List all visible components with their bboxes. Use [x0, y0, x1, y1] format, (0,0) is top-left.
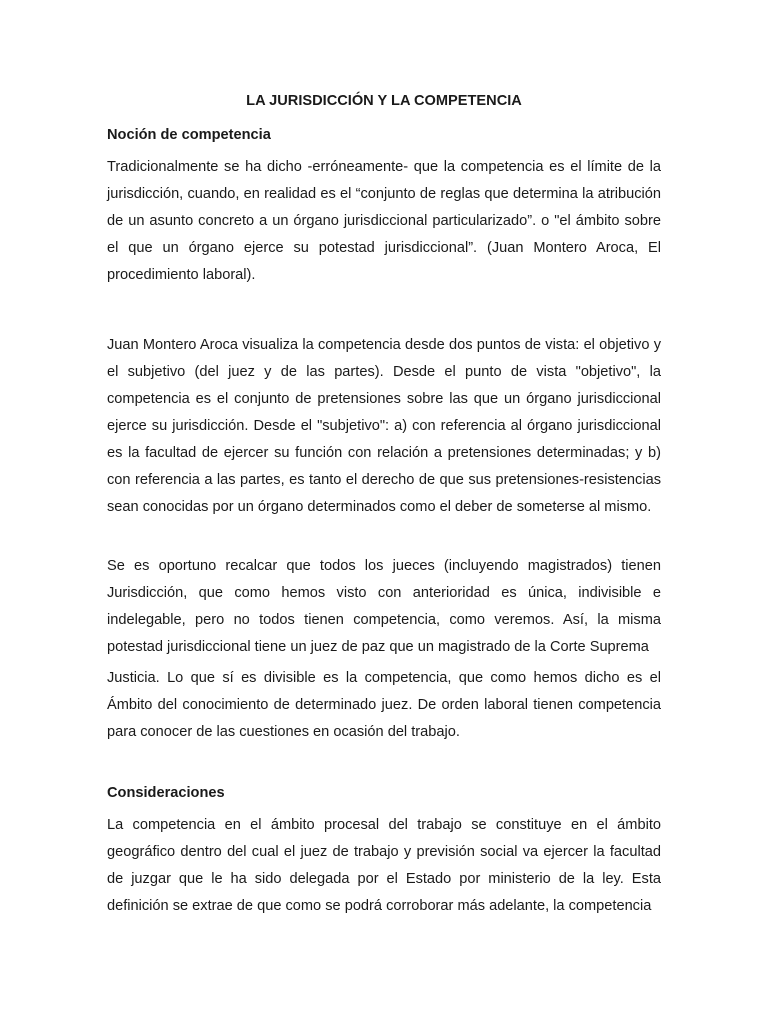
paragraph-5: La competencia en el ámbito procesal del trabajo se constituye en el ámbito geográfico dentro del cual el juez de trabajo y previsión social va ejercer la facultad de juzgar que le ha sido delegada por el Estado por ministerio de la ley. Esta definición se extrae de que como se podrá corroborar más adelante, la competencia [107, 817, 661, 914]
document-title: LA JURISDICCIÓN Y LA COMPETENCIA [246, 93, 522, 109]
section-heading-consideraciones: Consideraciones [107, 785, 225, 801]
paragraph-4: Justicia. Lo que sí es divisible es la competencia, que como hemos dicho es el Ámbito del conocimiento de determinado juez. De orden laboral tienen competencia para conocer de las cuestiones en ocasión del trabajo. [107, 670, 661, 740]
paragraph-3: Se es oportuno recalcar que todos los jueces (incluyendo magistrados) tienen Jurisdicción, que como hemos visto con anterioridad es única, indivisible e indelegable, pero no todos tienen competencia, como veremos. Así, la misma potestad jurisdiccional tiene un juez de paz que un magistrado de la Corte Suprema [107, 558, 661, 655]
paragraph-2: Juan Montero Aroca visualiza la competencia desde dos puntos de vista: el objetivo y el subjetivo (del juez y de las partes). Desde el punto de vista "objetivo", la competencia es el conjunto de pretensiones sobre las que un órgano jurisdiccional ejerce su jurisdicción. Desde el "subjetivo": a) con referencia al órgano jurisdiccional es la facultad de ejercer su función con relación a pretensiones determinadas; y b) con referencia a las partes, es tanto el derecho de que sus pretensiones-resistencias sean conocidas por un órgano determinados como el deber de someterse al mismo. [107, 337, 661, 515]
paragraph-1: Tradicionalmente se ha dicho -erróneamente- que la competencia es el límite de la jurisdicción, cuando, en realidad es el “conjunto de reglas que determina la atribución de un asunto concreto a un órgano jurisdiccional particularizado”. o "el ámbito sobre el que un órgano ejerce su potestad jurisdiccional”. (Juan Montero Aroca, El procedimiento laboral). [107, 159, 661, 283]
document-page [107, 90, 661, 920]
section-heading-nocion: Noción de competencia [107, 127, 271, 143]
